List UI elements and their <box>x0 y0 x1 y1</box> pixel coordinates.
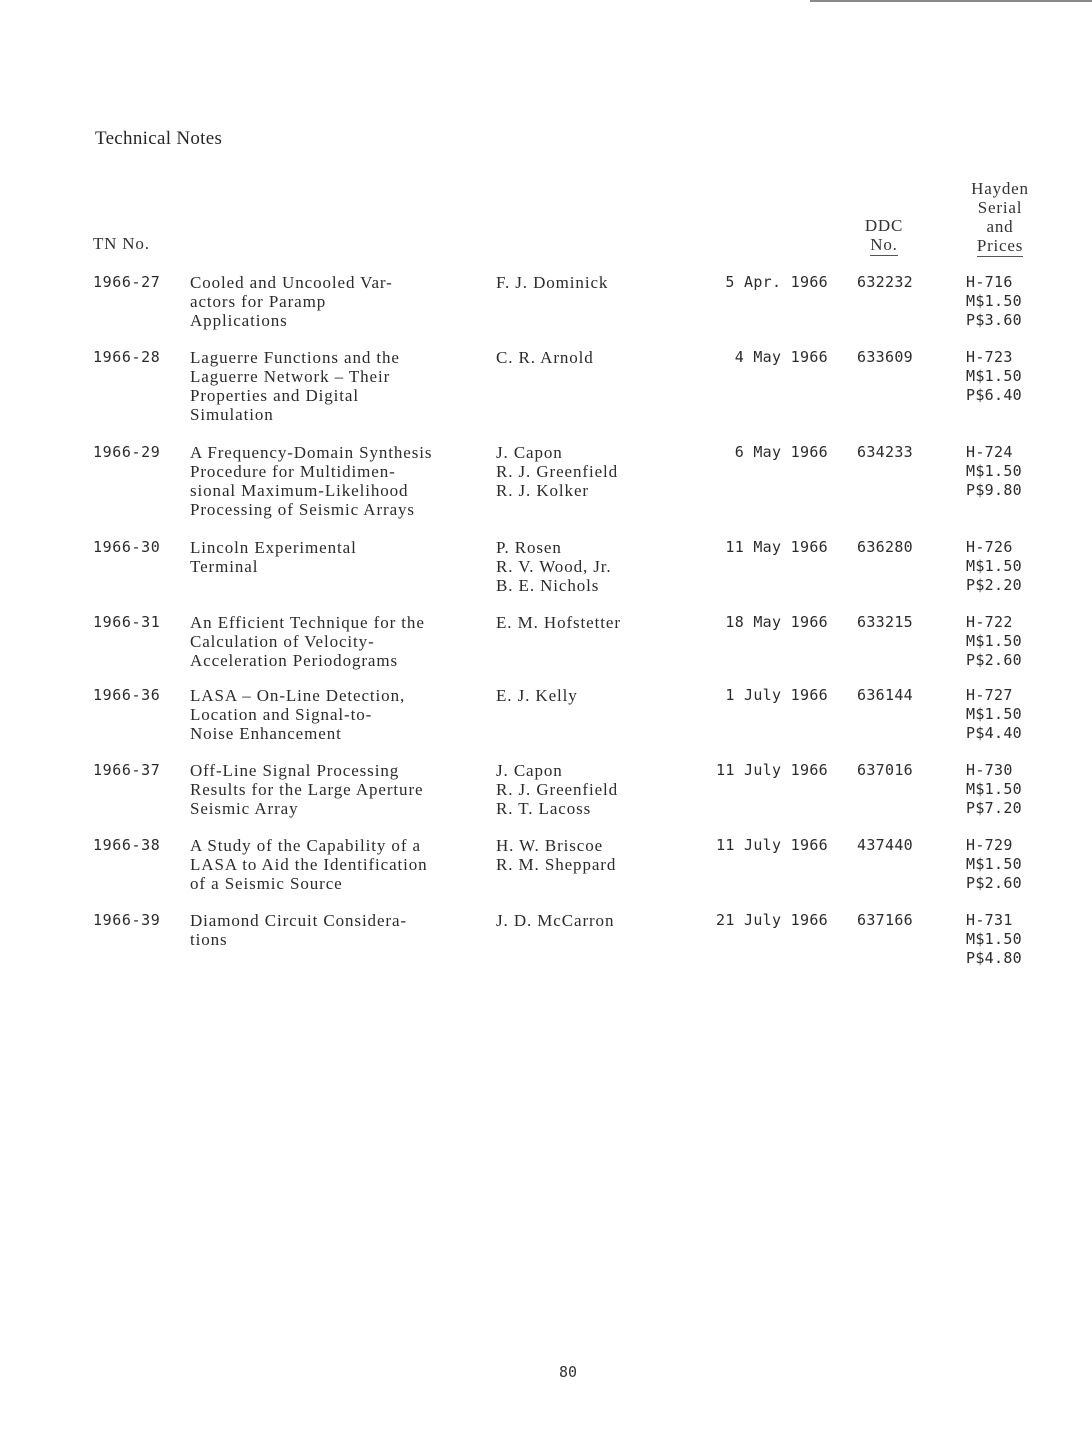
hayden-prices-line: P$2.20 <box>966 576 1022 594</box>
note-title-line: Laguerre Functions and the <box>190 348 400 367</box>
hayden-prices-line: M$1.50 <box>966 632 1022 650</box>
hayden-prices <box>966 836 1022 893</box>
note-title-line: of a Seismic Source <box>190 874 343 893</box>
note-title-line: Laguerre Network – Their <box>190 367 391 386</box>
note-title-line: An Efficient Technique for the <box>190 613 425 632</box>
tn-number: 1966-27 <box>93 273 161 291</box>
hayden-prices-line: H-727 <box>966 686 1013 704</box>
note-authors <box>496 761 618 818</box>
note-authors-line: C. R. Arnold <box>496 348 594 367</box>
page-number: 80 <box>558 1363 578 1381</box>
header-hayden-line2: Serial <box>977 198 1023 217</box>
hayden-prices-line: H-724 <box>966 443 1013 461</box>
note-title <box>190 538 357 576</box>
note-authors-line: P. Rosen <box>496 538 562 557</box>
note-title-line: Calculation of Velocity- <box>190 632 375 651</box>
hayden-prices-line: H-730 <box>966 761 1013 779</box>
tn-number: 1966-39 <box>93 911 161 929</box>
note-title-line: tions <box>190 930 228 949</box>
hayden-prices-line: M$1.50 <box>966 292 1022 310</box>
hayden-prices <box>966 443 1022 500</box>
note-date: 11 May 1966 <box>725 538 828 556</box>
hayden-prices-line: P$2.60 <box>966 874 1022 892</box>
note-date: 21 July 1966 <box>716 911 828 929</box>
header-ddc-line2: No. <box>870 235 898 254</box>
header-hayden-line3: and <box>986 217 1014 236</box>
hayden-prices <box>966 613 1022 670</box>
note-title-line: Location and Signal-to- <box>190 705 373 724</box>
header-hayden-line4: Prices <box>976 236 1024 255</box>
ddc-number: 437440 <box>857 836 913 854</box>
note-title <box>190 761 423 818</box>
header-hayden-serial-prices <box>962 179 1038 255</box>
note-authors <box>496 443 618 500</box>
tn-number: 1966-28 <box>93 348 161 366</box>
note-authors-line: R. J. Greenfield <box>496 462 619 481</box>
tn-number: 1966-29 <box>93 443 161 461</box>
note-title <box>190 348 400 424</box>
note-authors-line: J. Capon <box>496 761 563 780</box>
ddc-number: 637166 <box>857 911 913 929</box>
tn-number: 1966-36 <box>93 686 161 704</box>
note-title-line: LASA to Aid the Identification <box>190 855 428 874</box>
note-authors <box>496 273 608 292</box>
section-title: Technical Notes <box>95 128 223 149</box>
hayden-prices-line: M$1.50 <box>966 367 1022 385</box>
note-authors <box>496 538 612 595</box>
note-title <box>190 686 405 743</box>
note-title-line: Properties and Digital <box>190 386 359 405</box>
hayden-prices-line: P$6.40 <box>966 386 1022 404</box>
note-authors <box>496 348 594 367</box>
hayden-prices-line: H-731 <box>966 911 1013 929</box>
hayden-prices-line: H-716 <box>966 273 1013 291</box>
note-title-line: Acceleration Periodograms <box>190 651 399 670</box>
note-authors <box>496 613 621 632</box>
note-authors-line: E. M. Hofstetter <box>496 613 621 632</box>
note-title-line: A Study of the Capability of a <box>190 836 421 855</box>
note-authors-line: H. W. Briscoe <box>496 836 604 855</box>
hayden-prices-line: P$3.60 <box>966 311 1022 329</box>
note-title <box>190 273 393 330</box>
note-title-line: Applications <box>190 311 288 330</box>
hayden-prices-line: P$2.60 <box>966 651 1022 669</box>
note-title-line: Terminal <box>190 557 259 576</box>
note-authors-line: J. D. McCarron <box>496 911 615 930</box>
hayden-prices <box>966 348 1022 405</box>
note-title-line: LASA – On-Line Detection, <box>190 686 406 705</box>
note-title-line: sional Maximum-Likelihood <box>190 481 409 500</box>
note-authors-line: R. M. Sheppard <box>496 855 617 874</box>
note-authors-line: J. Capon <box>496 443 563 462</box>
note-title-line: Diamond Circuit Considera- <box>190 911 407 930</box>
note-title-line: actors for Paramp <box>190 292 327 311</box>
ddc-number: 634233 <box>857 443 913 461</box>
header-ddc-no <box>860 216 908 254</box>
note-authors-line: F. J. Dominick <box>496 273 609 292</box>
hayden-prices-line: P$9.80 <box>966 481 1022 499</box>
hayden-prices <box>966 911 1022 968</box>
header-ddc-line1: DDC <box>864 216 904 235</box>
tn-number: 1966-37 <box>93 761 161 779</box>
hayden-prices-line: M$1.50 <box>966 557 1022 575</box>
note-authors <box>496 836 616 874</box>
note-authors-line: R. V. Wood, Jr. <box>496 557 612 576</box>
top-edge-rule <box>810 0 1092 2</box>
hayden-prices-line: P$4.80 <box>966 949 1022 967</box>
hayden-prices <box>966 538 1022 595</box>
tn-number: 1966-30 <box>93 538 161 556</box>
tn-number: 1966-31 <box>93 613 161 631</box>
note-title <box>190 443 432 519</box>
note-date: 6 May 1966 <box>734 443 828 461</box>
hayden-prices-line: M$1.50 <box>966 780 1022 798</box>
hayden-prices-line: M$1.50 <box>966 705 1022 723</box>
hayden-prices-line: H-723 <box>966 348 1013 366</box>
note-title-line: Lincoln Experimental <box>190 538 357 557</box>
note-title-line: Seismic Array <box>190 799 299 818</box>
note-title-line: Procedure for Multidimen- <box>190 462 396 481</box>
header-hayden-line1: Hayden <box>971 179 1029 198</box>
note-title-line: Results for the Large Aperture <box>190 780 424 799</box>
note-date: 1 July 1966 <box>725 686 828 704</box>
hayden-prices <box>966 273 1022 330</box>
note-title <box>190 613 425 670</box>
hayden-prices-line: H-726 <box>966 538 1013 556</box>
note-date: 4 May 1966 <box>734 348 828 366</box>
note-date: 18 May 1966 <box>725 613 828 631</box>
ddc-number: 632232 <box>857 273 913 291</box>
hayden-prices <box>966 686 1022 743</box>
note-title <box>190 911 407 949</box>
note-authors-line: B. E. Nichols <box>496 576 600 595</box>
hayden-prices <box>966 761 1022 818</box>
note-date: 11 July 1966 <box>716 836 828 854</box>
hayden-prices-line: P$7.20 <box>966 799 1022 817</box>
note-authors-line: R. T. Lacoss <box>496 799 592 818</box>
ddc-number: 636280 <box>857 538 913 556</box>
note-title-line: Simulation <box>190 405 274 424</box>
ddc-number: 633609 <box>857 348 913 366</box>
note-title-line: A Frequency-Domain Synthesis <box>190 443 433 462</box>
note-title-line: Off-Line Signal Processing <box>190 761 400 780</box>
note-title-line: Cooled and Uncooled Var- <box>190 273 393 292</box>
hayden-prices-line: H-729 <box>966 836 1013 854</box>
note-date: 5 Apr. 1966 <box>725 273 828 291</box>
header-tn-no: TN No. <box>93 234 150 253</box>
hayden-prices-line: M$1.50 <box>966 462 1022 480</box>
note-authors <box>496 911 614 930</box>
note-title <box>190 836 428 893</box>
ddc-number: 636144 <box>857 686 913 704</box>
note-authors-line: R. J. Kolker <box>496 481 589 500</box>
note-title-line: Noise Enhancement <box>190 724 342 743</box>
ddc-number: 637016 <box>857 761 913 779</box>
note-date: 11 July 1966 <box>716 761 828 779</box>
hayden-prices-line: M$1.50 <box>966 855 1022 873</box>
note-authors-line: E. J. Kelly <box>496 686 578 705</box>
ddc-number: 633215 <box>857 613 913 631</box>
note-title-line: Processing of Seismic Arrays <box>190 500 415 519</box>
tn-number: 1966-38 <box>93 836 161 854</box>
hayden-prices-line: P$4.40 <box>966 724 1022 742</box>
hayden-prices-line: M$1.50 <box>966 930 1022 948</box>
note-authors-line: R. J. Greenfield <box>496 780 619 799</box>
hayden-prices-line: H-722 <box>966 613 1013 631</box>
note-authors <box>496 686 578 705</box>
